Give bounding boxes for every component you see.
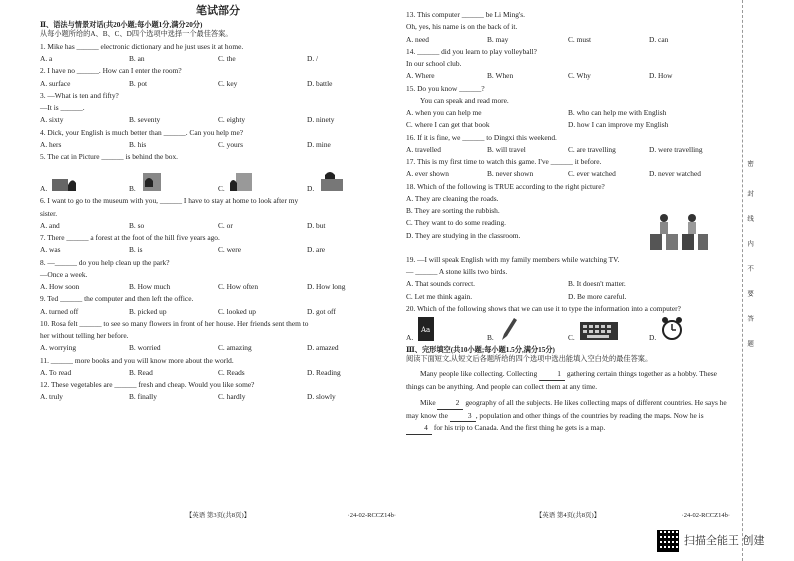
question-11: 11. ______ more books and you will know more about the world. A. To read B. Read C. Reads D. Reading bbox=[40, 355, 341, 377]
cloze-instruction: 阅读下面短文,从短文后各题所给的四个选项中选出能填入空白处的最佳答案。 bbox=[406, 355, 653, 363]
question-16: 16. If it is fine, we ______ to Dingxi this weekend. A. travelled B. will travel C. are travelling D. were travelling bbox=[406, 132, 703, 154]
question-14: 14. ______ did you learn to play volleyball? In our school club. A. Where B. When C. Why D. How bbox=[406, 46, 673, 81]
question-19: 19. —I will speak English with my family members while watching TV. — ______ A stone kills two birds. A. That sounds correct. B. It doesn't matter. C. Let me think again. D. Be more careful. bbox=[406, 254, 627, 301]
question-15: 15. Do you know ______? You can speak and read more. A. when you can help me B. who can help me with English C. where I can get that book D. how I can improve my English bbox=[406, 83, 669, 130]
question-20: 20. Which of the following shows that we can use it to type the information into a computer? A. Aa B. C. D. bbox=[406, 304, 730, 342]
cat-box-picture-b bbox=[139, 167, 167, 193]
section-heading-cloze: Ⅲ、完形填空(共10小题;每小题1.5分,满分15分) bbox=[406, 346, 555, 354]
question-8: 8. —______ do you help clean up the park? —Once a week. A. How soon B. How much C. How often D. How long bbox=[40, 257, 346, 291]
page-title: 笔试部分 bbox=[196, 5, 240, 17]
rubbish-sorting-picture bbox=[646, 212, 710, 252]
question-10: 10. Rosa felt ______ to see so many flowers in front of her house. Her friends sent them to her without telling her before. A. worrying B. worried C. amazing D. amazed bbox=[40, 318, 339, 353]
question-5: 5. The cat in Picture ______ is behind the box. A. B. C. D. bbox=[40, 152, 396, 193]
qr-code-icon bbox=[657, 530, 679, 552]
pencil-icon bbox=[498, 316, 518, 342]
question-2: 2. I have no ______. How can I enter the room? A. surface B. pot C. key D. battle bbox=[40, 66, 333, 88]
keyboard-icon bbox=[579, 320, 619, 342]
page-footer-right: 【英语 第4页(共8页)】 ·24-02-RCCZ14b· bbox=[535, 511, 730, 519]
question-7: 7. There ______ a forest at the foot of the hill five years ago. A. was B. is C. were D. are bbox=[40, 233, 326, 255]
left-page bbox=[40, 0, 396, 520]
scanner-watermark: 扫描全能王 创建 bbox=[657, 530, 765, 552]
question-6: 6. I want to go to the museum with you, ______ I have to stay at home to look after my sister. A. and B. so C. or D. but bbox=[40, 196, 326, 230]
alarm-clock-icon bbox=[660, 316, 684, 342]
question-17: 17. This is my first time to watch this game. I've ______ it before. A. ever shown B. never shown C. ever watched D. never watched bbox=[406, 157, 701, 179]
svg-text:Aa: Aa bbox=[421, 326, 431, 334]
cat-box-picture-c bbox=[228, 167, 256, 193]
cloze-passage: Many people like collecting. Collecting 1 gathering certain things together as a hobby. These things can be anything. And people can collect them at any time. Mike 2 geography of all the subjects. He likes collecting maps of different countries. He says he may know the 3 , population and other things of the countries by reading the maps. Now he is 4 for his trip to Canada. And the first thing he gets is a map. bbox=[406, 368, 730, 435]
question-3: 3. —What is ten and fifty? —It is ______. A. sixty B. seventy C. eighty D. ninety bbox=[40, 90, 335, 125]
dictionary-book-icon bbox=[417, 316, 435, 342]
section-instruction: 从每小题所给的A、B、C、D四个选项中选择一个最佳答案。 bbox=[40, 29, 233, 38]
binding-margin: 密 封 线 内 不 要 答 题 bbox=[742, 0, 754, 561]
question-18: 18. Which of the following is TRUE according to the right picture? A. They are cleaning the roads. B. They are sorting the rubbish. C. They want to do some reading. D. They are studying in the classroom. bbox=[406, 182, 730, 252]
section-heading: Ⅱ、语法与情景对话(共20小题;每小题1分,满分20分) bbox=[40, 20, 203, 29]
question-1: 1. Mike has ______ electronic dictionary and he just uses it at home. A. a B. an C. the D. / bbox=[40, 41, 319, 63]
right-page bbox=[406, 0, 730, 520]
question-13: 13. This computer ______ be Li Ming's. Oh, yes, his name is on the back of it. A. need B. may C. must D. can bbox=[406, 10, 669, 44]
cat-box-picture-d bbox=[317, 167, 347, 193]
question-9: 9. Ted ______ the computer and then left the office. A. turned off B. picked up C. looked up D. got off bbox=[40, 294, 336, 316]
question-12: 12. These vegetables are ______ fresh and cheap. Would you like some? A. truly B. finally C. hardly D. slowly bbox=[40, 380, 336, 402]
page-footer: 【英语 第3页(共8页)】 ·24-02-RCCZ14b· bbox=[185, 511, 396, 519]
question-4: 4. Dick, your English is much better than ______. Can you help me? A. hers B. his C. yours D. mine bbox=[40, 127, 331, 149]
cat-box-picture-a bbox=[50, 167, 78, 193]
